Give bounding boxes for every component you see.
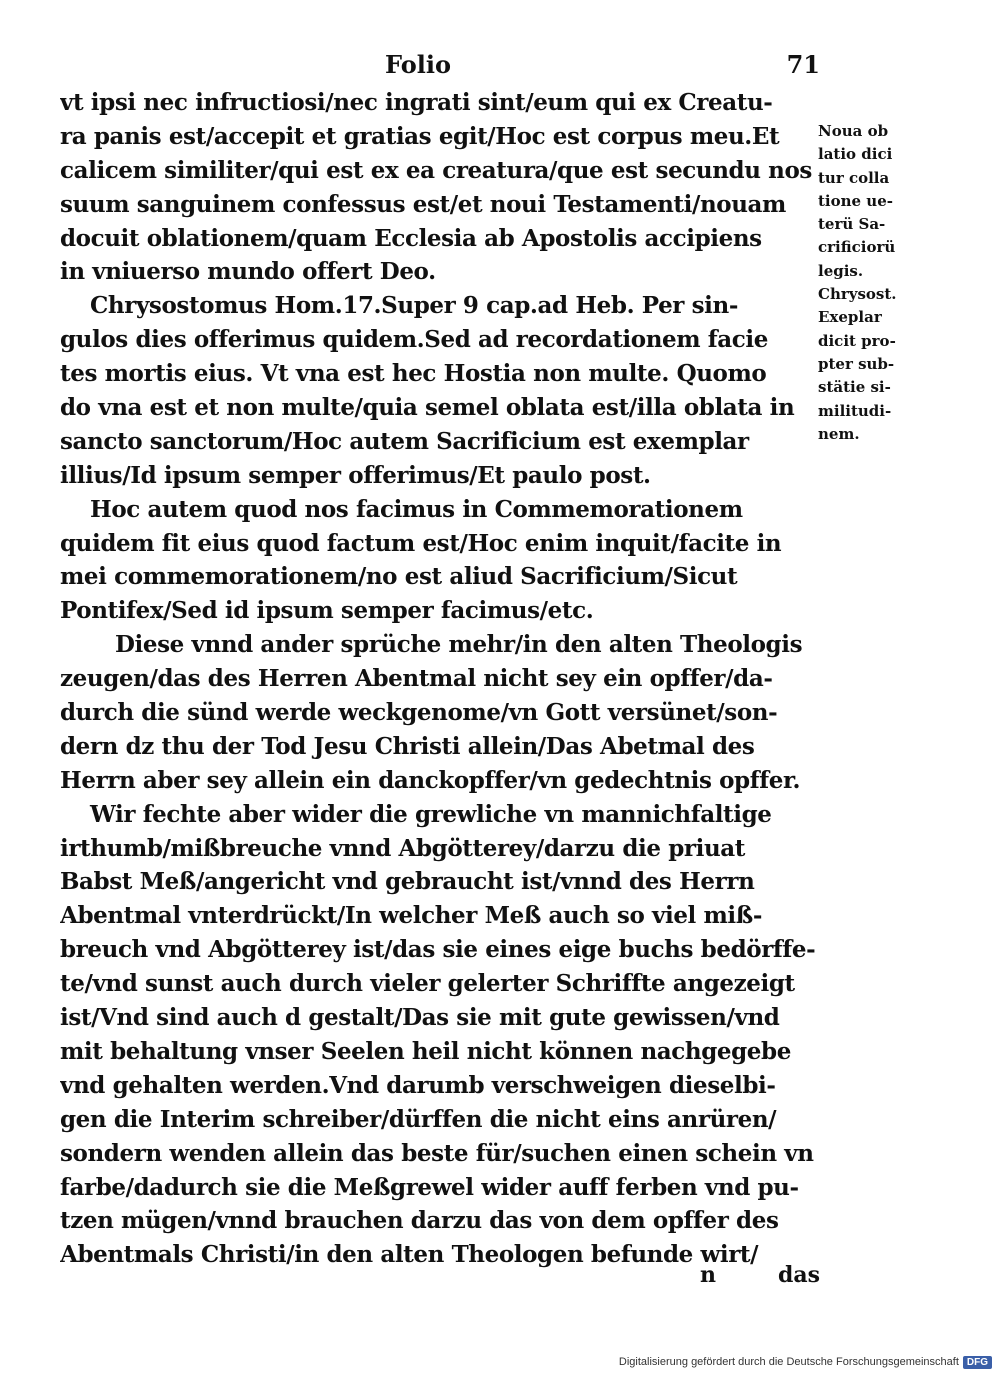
text-line: in vniuerso mundo offert Deo. bbox=[60, 258, 436, 286]
text-line: do vna est et non multe/quia semel oblata est/illa oblata in bbox=[60, 394, 795, 422]
text-line: dern dz thu der Tod Jesu Christi allein/Das Abetmal des bbox=[60, 732, 755, 760]
folio-label: Folio bbox=[385, 50, 451, 79]
text-line: sancto sanctorum/Hoc autem Sacrificium est exemplar bbox=[60, 427, 749, 455]
text-line: vt ipsi nec infructiosi/nec ingrati sint/eum qui ex Creatu- bbox=[60, 89, 773, 116]
margin-note-line: latio dici bbox=[818, 145, 893, 164]
signature-mark: n bbox=[700, 1262, 716, 1288]
folio-number: 71 bbox=[786, 50, 820, 79]
dfg-logo-icon: DFG bbox=[963, 1356, 992, 1369]
catchword: das bbox=[777, 1262, 820, 1288]
text-line: illius/Id ipsum semper offerimus/Et paulo post. bbox=[60, 461, 651, 489]
text-line: zeugen/das des Herren Abentmal nicht sey ein opffer/da- bbox=[60, 665, 773, 693]
text-line: te/vnd sunst auch durch vieler gelerter Schriffte angezeigt bbox=[60, 970, 795, 998]
marginal-note bbox=[818, 120, 928, 446]
text-line: Diese vnnd ander sprüche mehr/in den alten Theologis bbox=[115, 631, 803, 659]
margin-note-line: tur colla bbox=[818, 168, 890, 187]
text-line: mit behaltung vnser Seelen heil nicht können nachgegebe bbox=[60, 1037, 791, 1065]
margin-note-line: militudi- bbox=[818, 401, 892, 420]
text-line: ra panis est/accepit et gratias egit/Hoc est corpus meu.Et bbox=[60, 122, 780, 150]
margin-note-line: legis. bbox=[818, 261, 864, 280]
text-line: Babst Meß/angericht vnd gebraucht ist/vnnd des Herrn bbox=[60, 868, 755, 896]
text-line: farbe/dadurch sie die Meßgrewel wider auff ferben vnd pu- bbox=[60, 1173, 799, 1201]
margin-note-line: Chrysost. bbox=[818, 285, 897, 304]
catchword-line bbox=[60, 1262, 820, 1296]
text-line: Pontifex/Sed id ipsum semper facimus/etc. bbox=[60, 597, 594, 625]
text-line: Abentmal vnterdrückt/In welcher Meß auch so viel miß- bbox=[60, 902, 762, 930]
text-line: irthumb/mißbreuche vnnd Abgötterey/darzu die priuat bbox=[60, 834, 745, 862]
margin-note-line: Exeplar bbox=[818, 308, 882, 327]
text-line: sondern wenden allein das beste für/suchen einen schein vn bbox=[60, 1139, 814, 1167]
margin-note-line: dicit pro- bbox=[818, 331, 896, 350]
text-line: breuch vnd Abgötterey ist/das sie eines eige buchs bedörffe- bbox=[60, 936, 816, 964]
text-line: quidem fit eius quod factum est/Hoc enim inquit/facite in bbox=[60, 529, 782, 557]
margin-note-line: Noua ob bbox=[818, 122, 889, 140]
margin-note-line: tione ue- bbox=[818, 191, 893, 210]
digitization-credit bbox=[619, 1353, 992, 1371]
text-line: ist/Vnd sind auch d gestalt/Das sie mit gute gewissen/vnd bbox=[60, 1004, 780, 1032]
text-line: calicem similiter/qui est ex ea creatura/que est secundu nos bbox=[60, 156, 812, 184]
text-line: Chrysostomus Hom.17.Super 9 cap.ad Heb. Per sin- bbox=[90, 292, 738, 320]
main-text-block bbox=[60, 86, 820, 1272]
credit-text: Digitalisierung gefördert durch die Deutsche Forschungsgemeinschaft bbox=[618, 1356, 959, 1368]
text-line: Wir fechte aber wider die grewliche vn mannichfaltige bbox=[90, 800, 772, 828]
text-line: vnd gehalten werden.Vnd darumb verschweigen dieselbi- bbox=[60, 1071, 776, 1099]
running-head bbox=[60, 50, 820, 86]
margin-note-line: stätie si- bbox=[818, 378, 891, 397]
text-line: gen die Interim schreiber/dürffen die nicht eins anrüren/ bbox=[60, 1105, 777, 1133]
margin-note-line: nem. bbox=[818, 424, 860, 443]
text-line: Hoc autem quod nos facimus in Commemorationem bbox=[90, 495, 743, 523]
text-line: Herrn aber sey allein ein danckopffer/vn gedechtnis opffer. bbox=[60, 766, 801, 794]
text-line: suum sanguinem confessus est/et noui Testamenti/nouam bbox=[60, 190, 786, 218]
margin-note-line: crificiorü bbox=[818, 238, 896, 257]
text-line: gulos dies offerimus quidem.Sed ad recordationem facie bbox=[60, 326, 768, 354]
text-line: durch die sünd werde weckgenome/vn Gott versünet/son- bbox=[60, 699, 778, 727]
text-line: docuit oblationem/quam Ecclesia ab Apostolis accipiens bbox=[60, 224, 762, 252]
text-line: tzen mügen/vnnd brauchen darzu das von dem opffer des bbox=[60, 1207, 779, 1235]
margin-note-line: terü Sa- bbox=[818, 215, 886, 234]
text-line: mei commemorationem/no est aliud Sacrificium/Sicut bbox=[60, 563, 738, 591]
margin-note-line: pter sub- bbox=[818, 354, 895, 373]
text-line: Abentmals Christi/in den alten Theologen befunde wirt/ bbox=[60, 1241, 759, 1269]
text-line: tes mortis eius. Vt vna est hec Hostia non multe. Quomo bbox=[60, 360, 767, 388]
